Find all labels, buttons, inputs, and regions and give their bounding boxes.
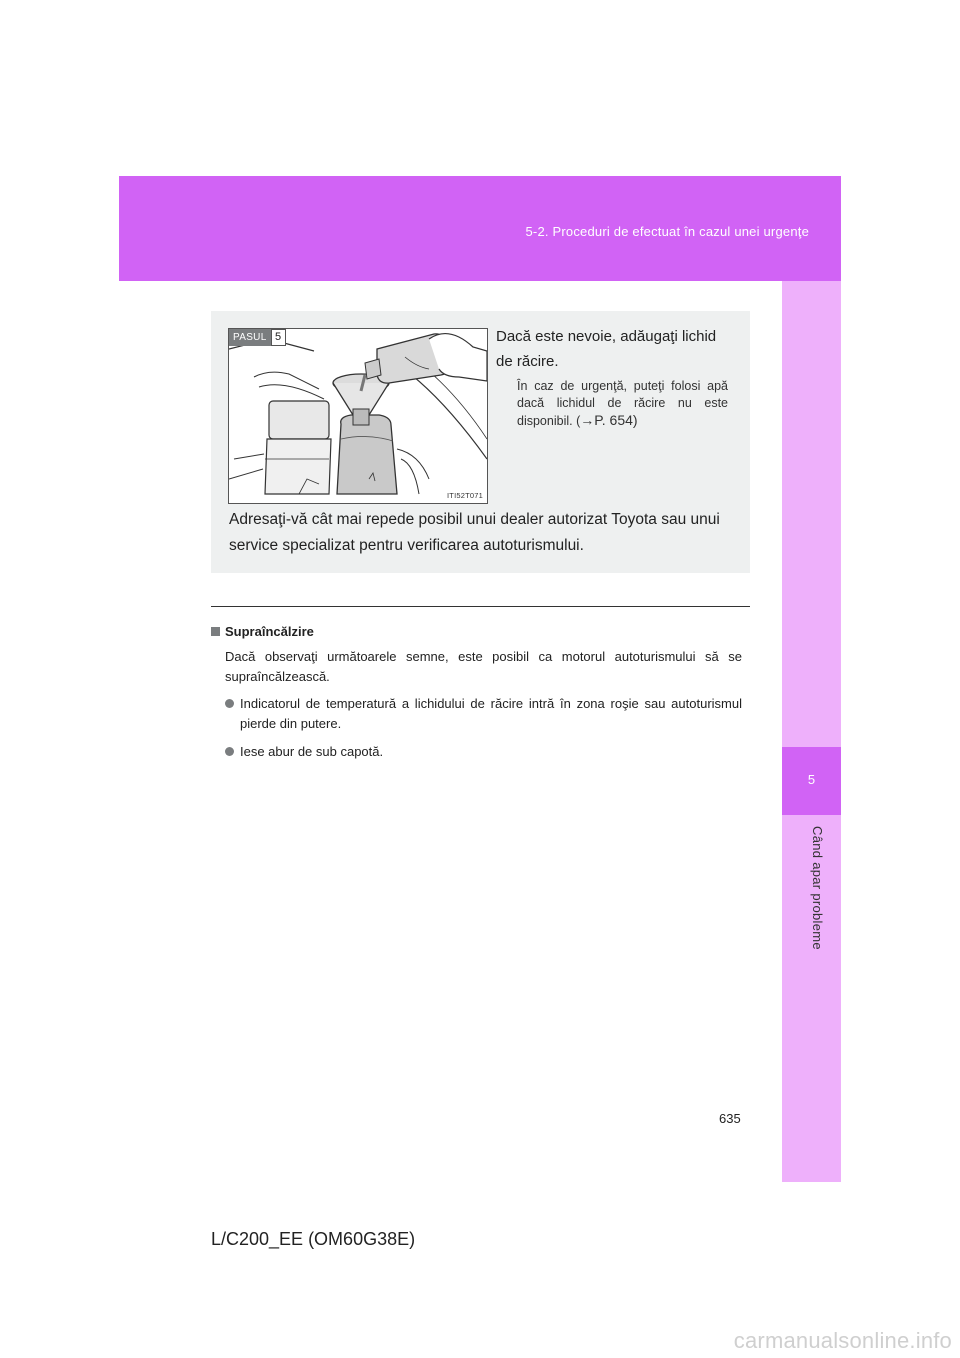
document-code: L/C200_EE (OM60G38E) xyxy=(211,1229,416,1249)
overheating-heading-text: Supraîncălzire xyxy=(225,624,314,639)
coolant-refill-illustration xyxy=(228,328,488,504)
step-instruction: Dacă este nevoie, adăugaţi lichid de răcire. xyxy=(496,328,717,370)
page-reference-link[interactable]: →P. 654) xyxy=(580,412,638,428)
step-footer: Adresaţi-vă cât mai repede posibil unui dealer autorizat Toyota sau unui service specializat pentru verificarea autoturismului. xyxy=(229,511,720,554)
watermark: carmanualsonline.info xyxy=(733,1328,952,1353)
square-bullet-icon xyxy=(211,627,220,636)
round-bullet-icon xyxy=(225,747,234,756)
list-item xyxy=(225,694,742,734)
chapter-header-band xyxy=(119,176,841,281)
coolant-pouring-drawing xyxy=(229,329,487,503)
chapter-number: 5 xyxy=(807,772,816,787)
image-code: ITI52T071 xyxy=(447,491,483,500)
overheating-intro: Dacă observaţi următoarele semne, este posibil ca motorul autoturismului să se supraîncălzească. xyxy=(225,649,742,684)
page-number: 635 xyxy=(719,1111,741,1126)
step-badge xyxy=(229,329,286,346)
section-title: 5-2. Proceduri de efectuat în cazul unei urgenţe xyxy=(525,224,809,239)
overheating-section xyxy=(211,624,742,770)
step-note xyxy=(517,378,728,430)
list-item-text: Iese abur de sub capotă. xyxy=(240,744,384,759)
overheating-heading xyxy=(211,624,742,639)
list-item-text: Indicatorul de temperatură a lichidului de răcire intră în zona roşie sau autoturismul pierde din putere. xyxy=(240,696,742,731)
chapter-label: Când apar probleme xyxy=(810,826,825,950)
list-item xyxy=(225,742,742,762)
section-divider xyxy=(211,606,750,607)
round-bullet-icon xyxy=(225,699,234,708)
chapter-number-block xyxy=(782,747,841,815)
step-box xyxy=(211,311,750,573)
step-badge-number: 5 xyxy=(271,329,286,346)
step-badge-word: PASUL xyxy=(229,329,271,346)
step-note-text: În caz de urgenţă, puteţi folosi apă dacă lichidul de răcire nu este disponibil. ( xyxy=(517,379,728,428)
chapter-side-tab xyxy=(782,281,841,1182)
